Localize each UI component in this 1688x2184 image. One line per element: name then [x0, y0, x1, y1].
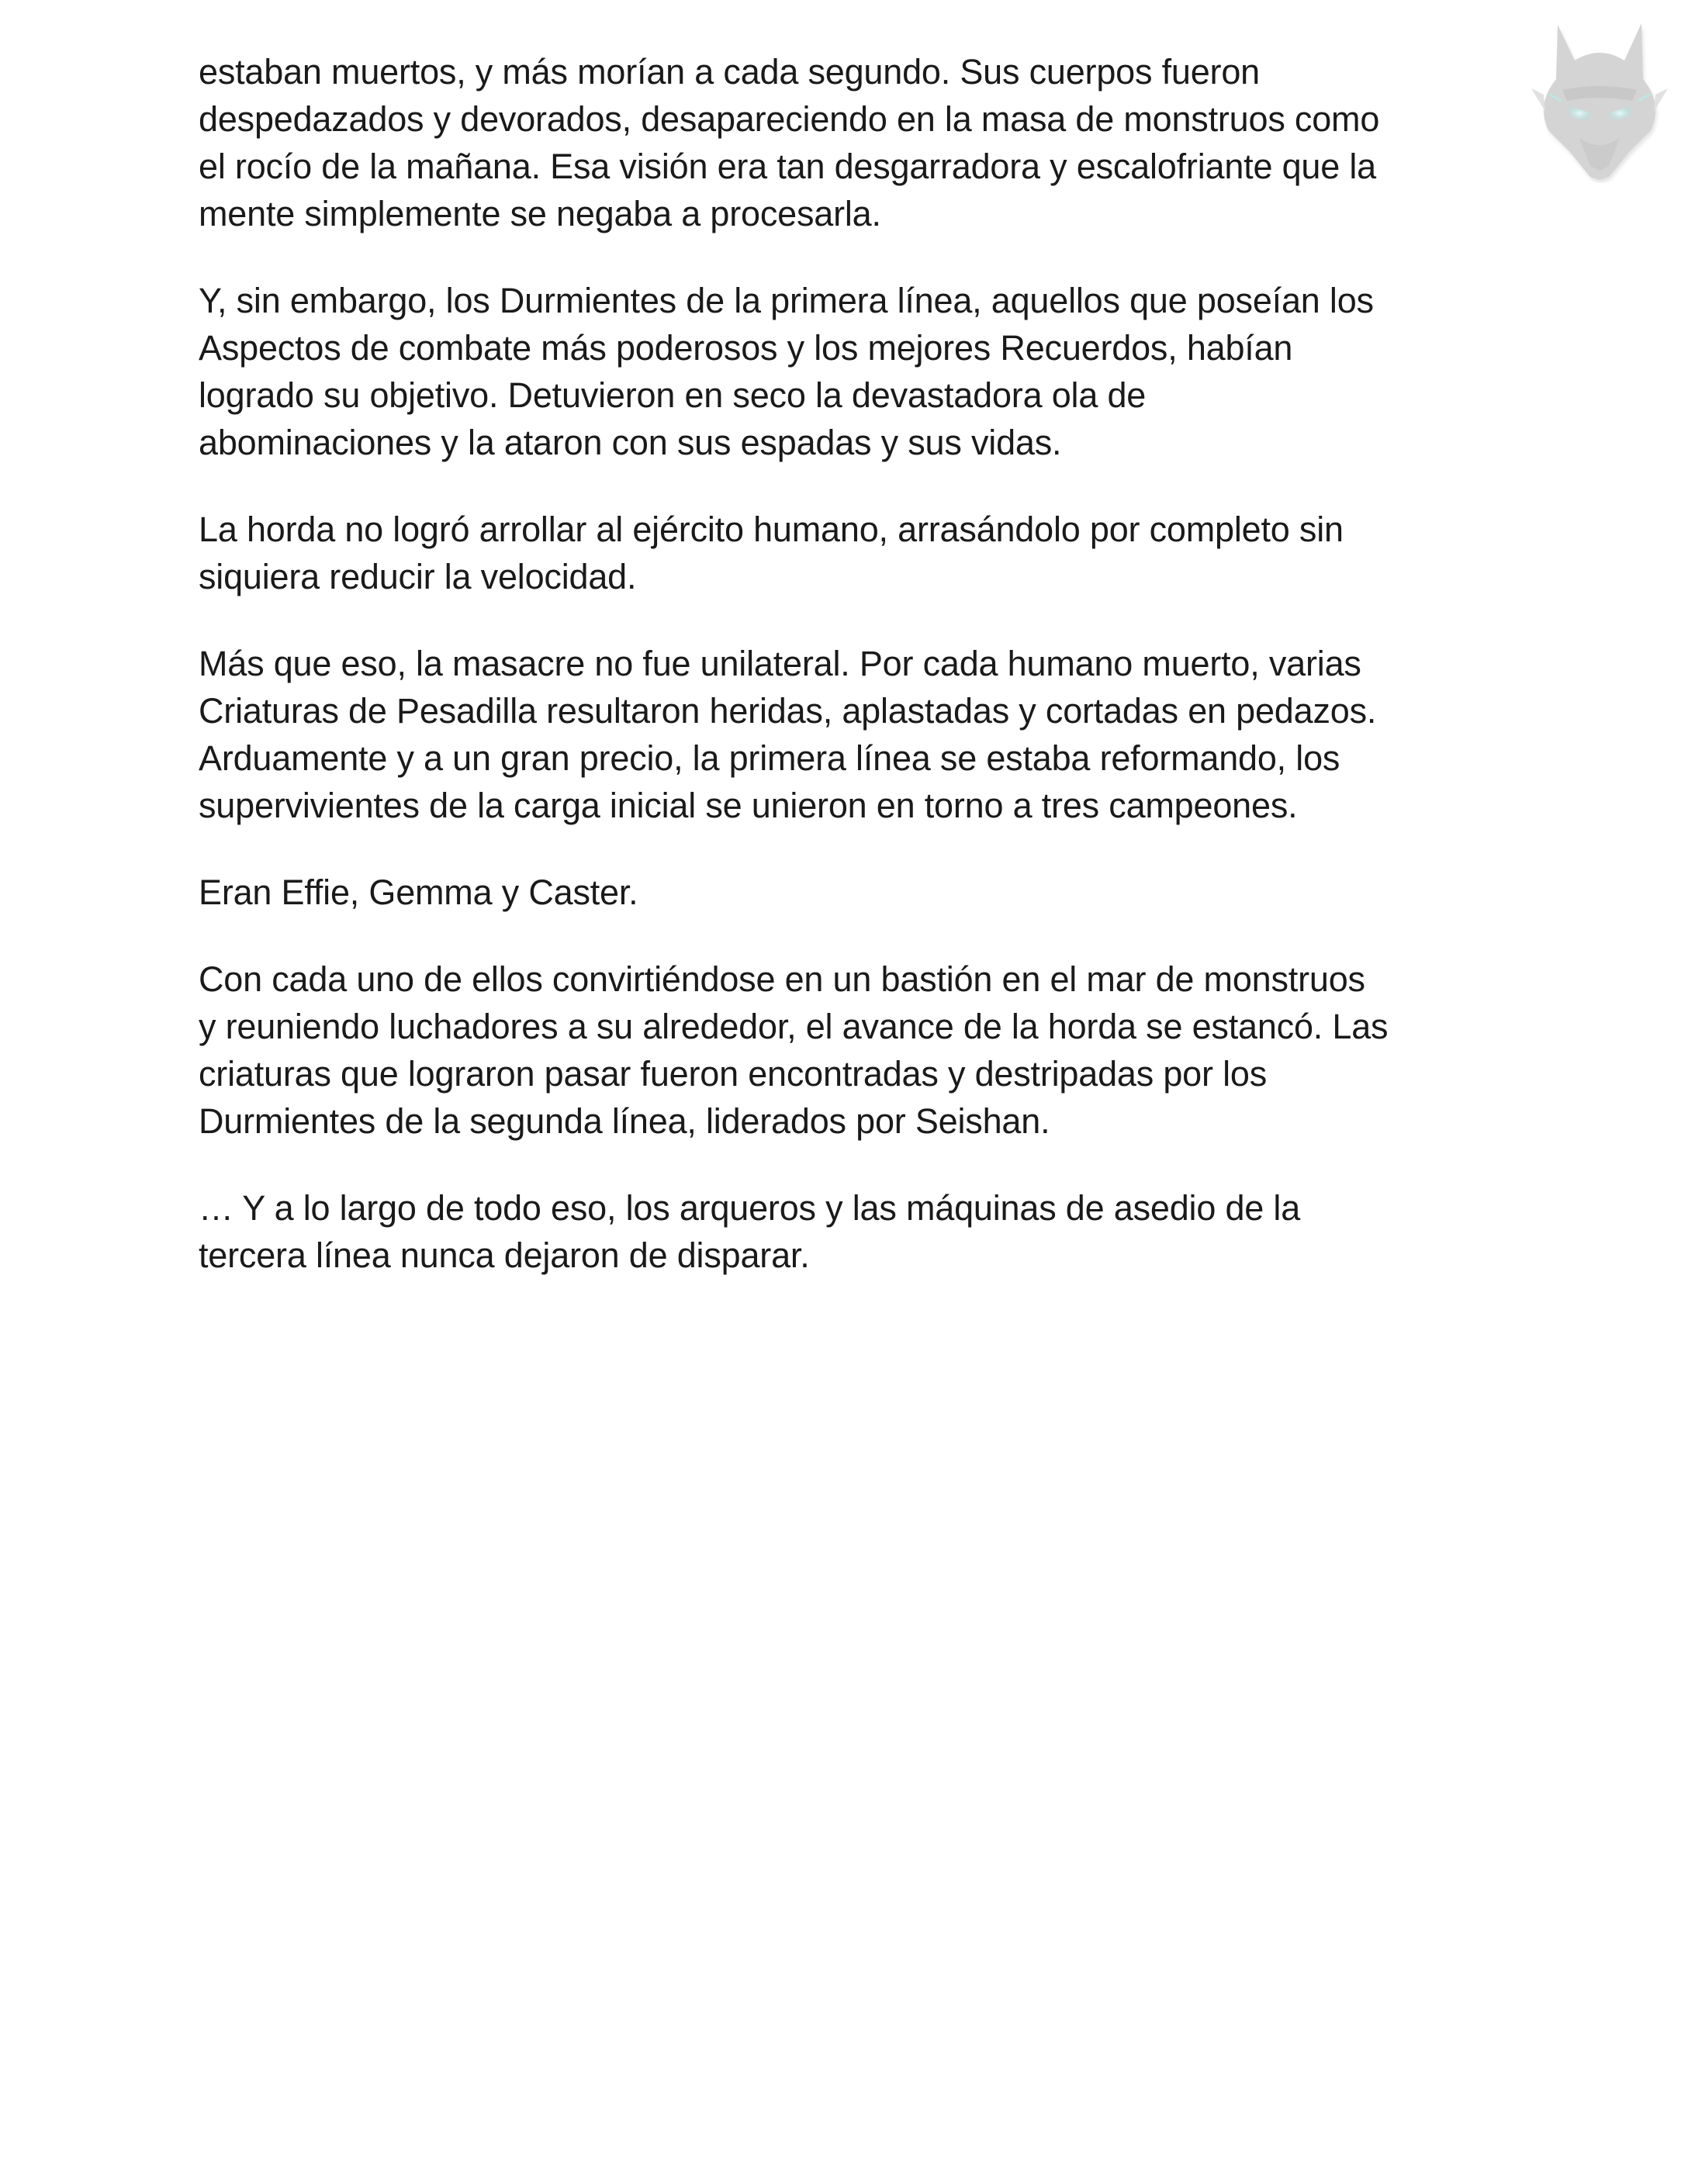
paragraph-7: … Y a lo largo de todo eso, los arqueros y las máquinas de asedio de la tercera línea nunca dejaron de disparar. [199, 1188, 1301, 1275]
paragraph-2: Y, sin embargo, los Durmientes de la primera línea, aquellos que poseían los Aspectos de combate más poderosos y los mejores Recuerdos, habían logrado su objetivo. Detuvieron en seco la devastadora ola de abominaciones y la ataron con sus espadas y sus vidas. [199, 281, 1374, 462]
paragraph-3: La horda no logró arrollar al ejército humano, arrasándolo por completo sin siquiera reducir la velocidad. [199, 510, 1344, 596]
paragraph-4: Más que eso, la masacre no fue unilateral. Por cada humano muerto, varias Criaturas de Pesadilla resultaron heridas, aplastadas y cortadas en pedazos. Arduamente y a un gran precio, la primera línea se estaba reformando, los supervivientes de la carga inicial se unieron en torno a tres campeones. [199, 644, 1377, 825]
paragraph-5: Eran Effie, Gemma y Caster. [199, 873, 638, 912]
paragraph-1: estaban muertos, y más morían a cada segundo. Sus cuerpos fueron despedazados y devorados, desapareciendo en la masa de monstruos como el rocío de la mañana. Esa visión era tan desgarradora y escalofriante que la mente simplemente se negaba a procesarla. [199, 52, 1380, 233]
document-body [199, 48, 1502, 1318]
paragraph-6: Con cada uno de ellos convirtiéndose en un bastión en el mar de monstruos y reuniendo luchadores a su alrededor, el avance de la horda se estancó. Las criaturas que lograron pasar fueron encontradas y destripadas por los Durmientes de la segunda línea, liderados por Seishan. [199, 959, 1389, 1141]
demon-head-icon [1527, 14, 1672, 183]
